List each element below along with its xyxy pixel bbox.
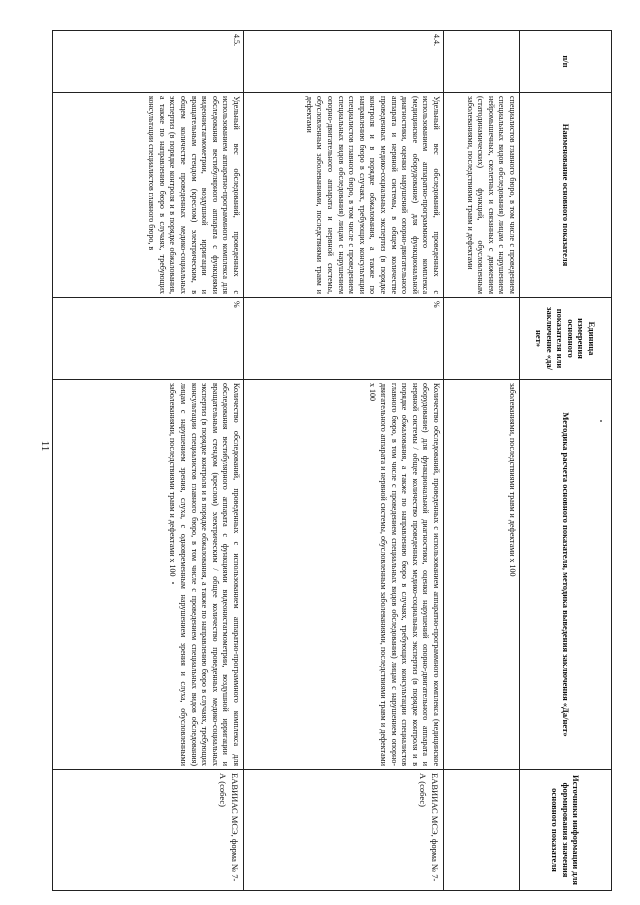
row-name: Удельный вес обследований, проведенных с использованием аппаратно-программного комплекса для обследования вестибулярного аппарата с функциями видеонистагмометрии, воздушной ирригации и вращательным стендом (креслом) электрическим, в общем количестве проведенных медико-социальных экспертиз (в порядке контроля и в порядке обжалования, а также по направлению бюро в случаях, требующих консультации специалистов главного бюро, в [53, 93, 244, 298]
header-name: Наименование основного показателя [520, 93, 612, 298]
scan-speck [600, 420, 602, 422]
row-method: Количество обследований, проведенных с использованием аппаратно-программного комплекса (медицинское оборудование) для функциональной диагностики, оценки нарушений опорно-двигательного аппарата и нервной системы / общее количество проведенных медико-социальных экспертиз (в порядке контроля и в порядке обжалования, а также по направлению бюро в случаях, требующих консультации специалистов главного бюро, в том числе с проведением специальных видов обследования) лицам с нарушением опорно-двигательного аппарата и нервной системы, обусловленным заболеваниями, последствиями травм и дефектами х 100 [244, 380, 444, 770]
table-row [444, 31, 520, 891]
scan-speck [172, 582, 174, 584]
indicator-table [52, 30, 612, 891]
row-source: ЕАВИИАС МСЭ, форма № 7-А (собес) [53, 770, 244, 891]
row-name: специалистов главного бюро, в том числе с проведением специальных видов обследования) лицам с нарушением нейромышечных, скелетных и связанных с движением (статодинамических) функций, обусловленным заболеваниями, последствиями травм и дефектами [444, 93, 520, 298]
row-source [444, 770, 520, 891]
row-name: Удельный вес обследований, проведенных с использованием аппаратно-программного комплекса (медицинское оборудование) для функциональной диагностики, оценки нарушений опорно-двигательного аппарата и нервной системы, в общем количестве проведенных медико-социальных экспертиз (в порядке контроля и в порядке обжалования, а также по направлению бюро в случаях, требующих консультации специалистов главного бюро, в том числе с проведением специальных видов обследования) лицам с нарушением опорно-двигательного аппарата и нервной системы, обусловленным заболеваниями, последствиями травм и дефектами [244, 93, 444, 298]
indicator-table-rotated [52, 30, 612, 890]
row-method: Количество обследований, проведенных с использованием аппаратно-программного комплекса для обследования вестибулярного аппарата с функциями видеонистагмометрии, воздушной ирригации и вращательным стендом (креслом) электрическим / общее количество проведенных медико-социальных экспертиз (в порядке контроля и в порядке обжалования, а также по направлению бюро в случаях, требующих консультации специалистов главного бюро, в том числе с проведением специальных видов обследования) лицам с нарушением зрения, слуха, с одновременным нарушением зрения и слуха, обусловленными заболеваниями, последствиями травм и дефектами х 100 [53, 380, 244, 770]
row-unit: % [53, 298, 244, 380]
row-unit: % [244, 298, 444, 380]
header-num: п/п [520, 31, 612, 93]
row-unit [444, 298, 520, 380]
row-num: 4.4. [244, 31, 444, 93]
table-row [53, 31, 244, 891]
table-header-row [520, 31, 612, 891]
row-method: заболеваниями, последствиями травм и дефектами х 100 [444, 380, 520, 770]
row-source: ЕАВИИАС МСЭ, форма № 7-А (собес) [244, 770, 444, 891]
page-number: 11 [39, 440, 51, 452]
row-num [444, 31, 520, 93]
header-method: Методика расчета основного показателя, методика выведения заключения «Да/нет» [520, 380, 612, 770]
row-num: 4.5. [53, 31, 244, 93]
header-source: Источники информации для формирования значения основного показателя [520, 770, 612, 891]
header-unit: Единица измерения основного показателя или заключение «да/нет» [520, 298, 612, 380]
table-row [244, 31, 444, 891]
